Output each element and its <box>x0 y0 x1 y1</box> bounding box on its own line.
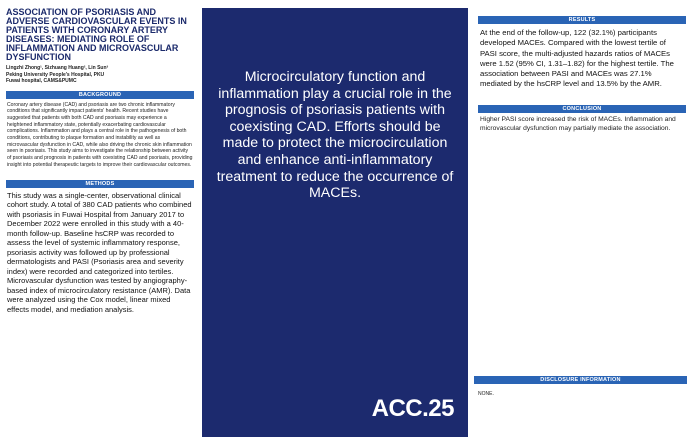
conclusion-text: Higher PASI score increased the risk of MACEs. Inflammation and microvascular dysfunction may partially mediate the association. <box>480 115 676 132</box>
methods-text: This study was a single-center, observational clinical cohort study. A total of 380 CAD patients who combined with psoriasis in Fuwai Hospital from January 2017 to December 2022 were enrolled in this study with a 40-month follow-up. Baseline hsCRP was recorded to assess the level of systemic inflammatory response, psoriasis activity was followed up by professional dermatologists and PASI (Psoriasis area and severity index) were recorded and categorized into tertiles. Microvascular dysfunction was tested by angiography-based index of microcirculatory resistance (AMR). Data were analyzed using the Cox model, linear mixed effects model, and mediation analysis. <box>7 190 192 314</box>
methods-heading: METHODS <box>6 180 194 188</box>
right-column <box>478 16 686 133</box>
conclusion-heading: CONCLUSION <box>478 105 686 113</box>
disclosure-heading: DISCLOSURE INFORMATION <box>474 376 687 384</box>
author-block <box>6 65 194 85</box>
key-message-panel <box>202 8 468 437</box>
key-message: Microcirculatory function and inflammation play a crucial role in the prognosis of psoriasis patients with coexisting CAD. Efforts should be made to protect the microcirculation and enhance anti-inflammatory treatment to reduce the occurrence of MACEs. <box>216 69 454 202</box>
disclosure-text: NONE. <box>478 391 494 397</box>
affiliation-2: Fuwai hospital, CAMS&PUMC <box>6 78 77 84</box>
acc-logo: ACC.25 <box>371 395 454 422</box>
results-heading: RESULTS <box>478 16 686 24</box>
results-text: At the end of the follow-up, 122 (32.1%) participants developed MACEs. Compared with the lowest tertile of PASI score, the multi-adjusted hazards ratios of MACEs were 1.52 (95% CI, 1.31–1.82) for the highest tertile. The association between PASI and MACEs was 27.1% mediated by the hsCRP level and 13.5% by the AMR. <box>480 28 674 89</box>
author-names: Lingzhi Zhong¹, Sizhuang Huang², Lin Sun³ <box>6 65 109 71</box>
poster-title: ASSOCIATION OF PSORIASIS AND ADVERSE CARDIOVASCULAR EVENTS IN PATIENTS WITH CORONARY ARTERY DISEASES: MEDIATING ROLE OF INFLAMMATION AND MICROVASCULAR DYSFUNCTION <box>6 7 187 62</box>
background-heading: BACKGROUND <box>6 91 194 99</box>
left-column <box>6 8 194 314</box>
affiliation-1: Peking University People's Hospital, PKU <box>6 71 105 78</box>
background-text: Coronary artery disease (CAD) and psoriasis are two chronic inflammatory conditions that significantly impact patients' health. Recent studies have suggested that patients with both CAD and psoriasis may experience a heightened inflammatory state, potentially exacerbating cardiovascular complications. Inflammation and plays a central role in the pathogenesis of both conditions, contributing to plaque formation and instability as well as microvascular dysfunction in CAD, while also driving the chronic skin inflammation seen in psoriasis. This study aims to investigate the relationship between activity of psoriasis and prognosis in patients with coexisting CAD and psoriasis, providing insight into potential therapeutic targets to improve their cardiovascular outcomes. <box>7 101 193 168</box>
